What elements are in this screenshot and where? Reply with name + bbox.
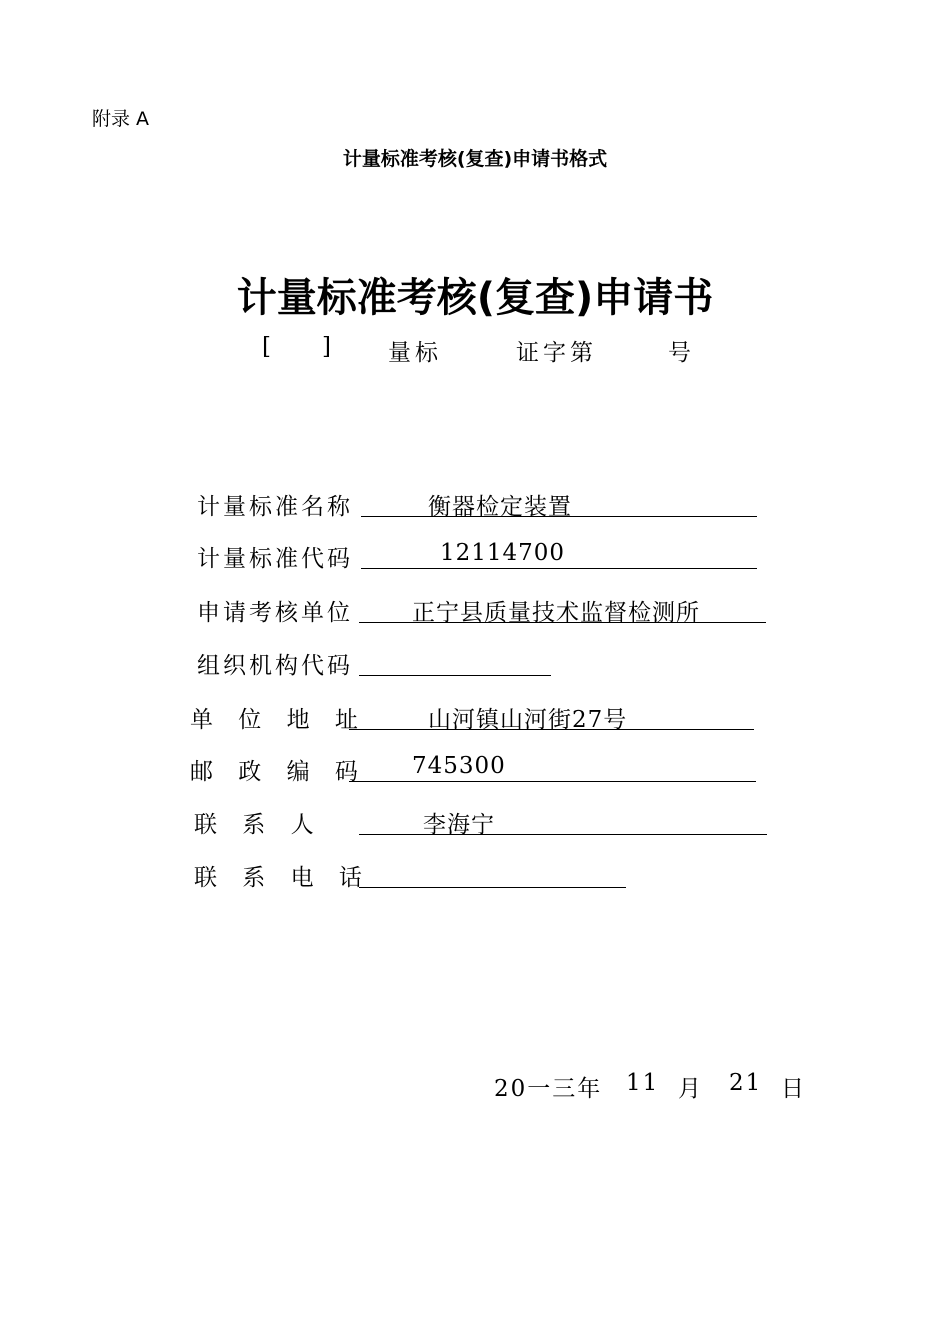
appendix-label: 附录 A xyxy=(92,108,150,130)
date-day-unit: 日 xyxy=(781,1076,806,1102)
format-title: 计量标准考核(复查)申请书格式 xyxy=(342,148,608,170)
bracket-open: [ xyxy=(262,334,271,360)
field-label-phone: 联 系 电 话 xyxy=(194,865,371,891)
date-year: 20一三年 xyxy=(494,1076,603,1102)
field-label-contact: 联 系 人 xyxy=(194,812,323,838)
field-value-applicant-unit: 正宁县质量技术监督检测所 xyxy=(412,600,700,626)
field-value-postcode: 745300 xyxy=(412,753,506,779)
date-month-unit: 月 xyxy=(678,1076,703,1102)
field-value-standard-name: 衡器检定装置 xyxy=(428,494,572,520)
field-value-address: 山河镇山河街27号 xyxy=(428,707,628,733)
field-line-phone xyxy=(359,859,626,888)
date-month: 11 xyxy=(626,1070,660,1096)
document-title: 计量标准考核(复查)申请书 xyxy=(236,275,714,321)
field-line-org-code xyxy=(359,647,551,676)
date-day: 21 xyxy=(729,1070,763,1096)
cert-part-1: 量标 xyxy=(388,340,442,366)
bracket-close: ] xyxy=(322,334,331,360)
field-line-contact xyxy=(359,806,767,835)
field-value-contact: 李海宁 xyxy=(423,812,495,838)
field-label-standard-code: 计量标准代码 xyxy=(197,546,353,572)
field-label-address: 单 位 地 址 xyxy=(190,707,367,733)
field-label-standard-name: 计量标准名称 xyxy=(197,494,353,520)
field-value-standard-code: 12114700 xyxy=(440,540,566,566)
cert-part-3: 号 xyxy=(668,340,691,366)
field-line-postcode xyxy=(349,753,756,782)
cert-part-2: 证字第 xyxy=(516,340,597,366)
field-label-applicant-unit: 申请考核单位 xyxy=(197,600,353,626)
field-label-org-code: 组织机构代码 xyxy=(197,653,353,679)
field-label-postcode: 邮 政 编 码 xyxy=(190,759,367,785)
